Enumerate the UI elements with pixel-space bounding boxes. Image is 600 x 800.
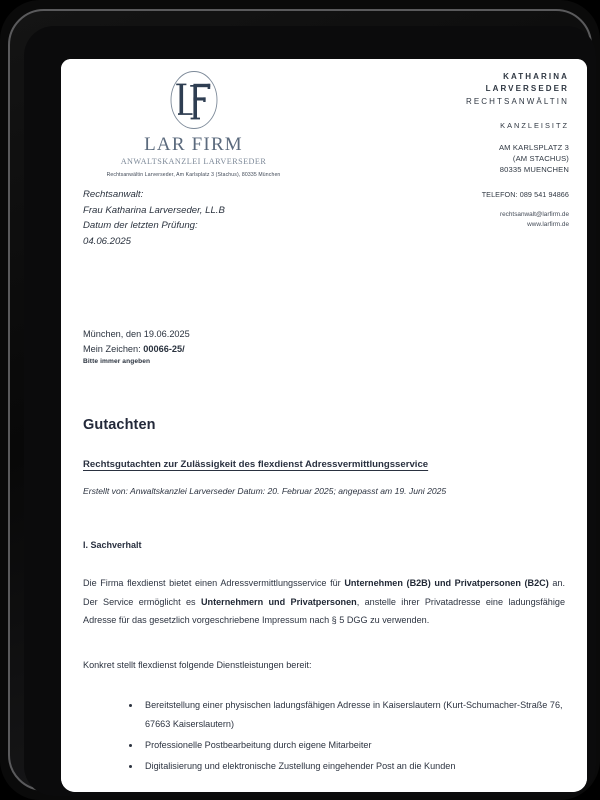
firm-subwordmark: ANWALTSKANZLEI LARVERSEDER (120, 156, 267, 166)
lawyer-name: Frau Katharina Larverseder, LL.B (83, 204, 225, 216)
office-seat-label: KANZLEISITZ (500, 121, 569, 131)
page-title: Gutachten (83, 417, 156, 433)
lawyer-last-name: LARVERSEDER (485, 84, 569, 94)
services-list (83, 696, 565, 775)
reference-label: Mein Zeichen: (83, 343, 144, 354)
list-item-text: Bereitstellung einer physischen ladungsfähigen Adresse in Kaiserslautern (Kurt-Schumacher-Straße 76, 67663 Kaiserslautern) (145, 700, 563, 730)
document-content (83, 417, 565, 777)
list-item (83, 736, 565, 755)
office-telephone: TELEFON: 089 541 94866 (481, 190, 569, 200)
list-item (83, 757, 565, 776)
section-heading-sachverhalt: I. Sachverhalt (83, 540, 142, 550)
lawyer-role: RECHTSANWÄLTIN (465, 96, 569, 106)
services-lead-in: Konkret stellt flexdienst folgende Dienstleistungen bereit: (83, 660, 312, 671)
list-item-text: Digitalisierung und elektronische Zustellung eingehender Post an die Kunden (145, 760, 456, 771)
para-part-3: , anstelle ihrer Privatadresse eine ladungsfähige Adresse für das gesetzlich vorgeschriebene Impressum nach § 5 DGG zu verwenden. (83, 596, 565, 626)
date-reference-block (83, 327, 403, 368)
office-address-line-3: 80335 MUENCHEN (499, 165, 569, 175)
lawyer-label: Rechtsanwalt: (83, 189, 144, 200)
document-byline: Erstellt von: Anwaltskanzlei Larverseder Datum: 20. Februar 2025; angepasst am 19. Juni 2025 (83, 486, 447, 496)
sachverhalt-paragraph (83, 574, 565, 630)
reference-value: 00066-25/ (143, 343, 185, 354)
last-review-label: Datum der letzten Prüfung: (83, 220, 198, 232)
list-item-text: Professionelle Postbearbeitung durch eigene Mitarbeiter (145, 739, 372, 750)
contact-block (409, 71, 569, 229)
para-part-1: Die Firma flexdienst bietet einen Adressvermittlungsservice für (83, 578, 345, 588)
office-address-line-2: (AM STACHUS) (512, 154, 569, 164)
tablet-bezel-outline (8, 9, 592, 791)
lf-monogram-oval-icon (162, 69, 226, 133)
tablet-screen (61, 59, 587, 792)
bullet-icon (129, 744, 132, 747)
bullet-icon (129, 765, 132, 768)
lawyer-meta-block (83, 187, 383, 249)
firm-logo (61, 69, 326, 178)
para-bold-2: Unternehmern und Privatpersonen (200, 596, 357, 607)
para-part-2: an. Der Service ermöglicht es (83, 578, 565, 607)
tablet-bezel-inner (24, 26, 596, 796)
last-review-date: 04.06.2025 (83, 235, 132, 247)
lawyer-first-name: KATHARINA (503, 72, 569, 81)
office-email[interactable]: rechtsanwalt@larfirm.de (500, 211, 569, 219)
para-bold-1: Unternehmen (B2B) und Privatpersonen (B2C) (344, 578, 549, 588)
place-and-date: München, den 19.06.2025 (83, 329, 190, 339)
firm-address-line: Rechtsanwältin Larverseder, Am Karlsplatz 3 (Stachus), 80335 München (106, 171, 281, 178)
reference-line (83, 342, 403, 357)
firm-wordmark: LAR FIRM (144, 134, 243, 155)
list-item (83, 696, 565, 733)
office-website[interactable]: www.larfirm.de (527, 220, 569, 228)
office-address-line-1: AM KARLSPLATZ 3 (498, 143, 569, 153)
reference-hint: Bitte immer angeben (83, 358, 151, 366)
bullet-icon (129, 704, 132, 707)
document-subtitle: Rechtsgutachten zur Zulässigkeit des flexdienst Adressvermittlungsservice (83, 459, 429, 470)
document-page (61, 59, 587, 792)
